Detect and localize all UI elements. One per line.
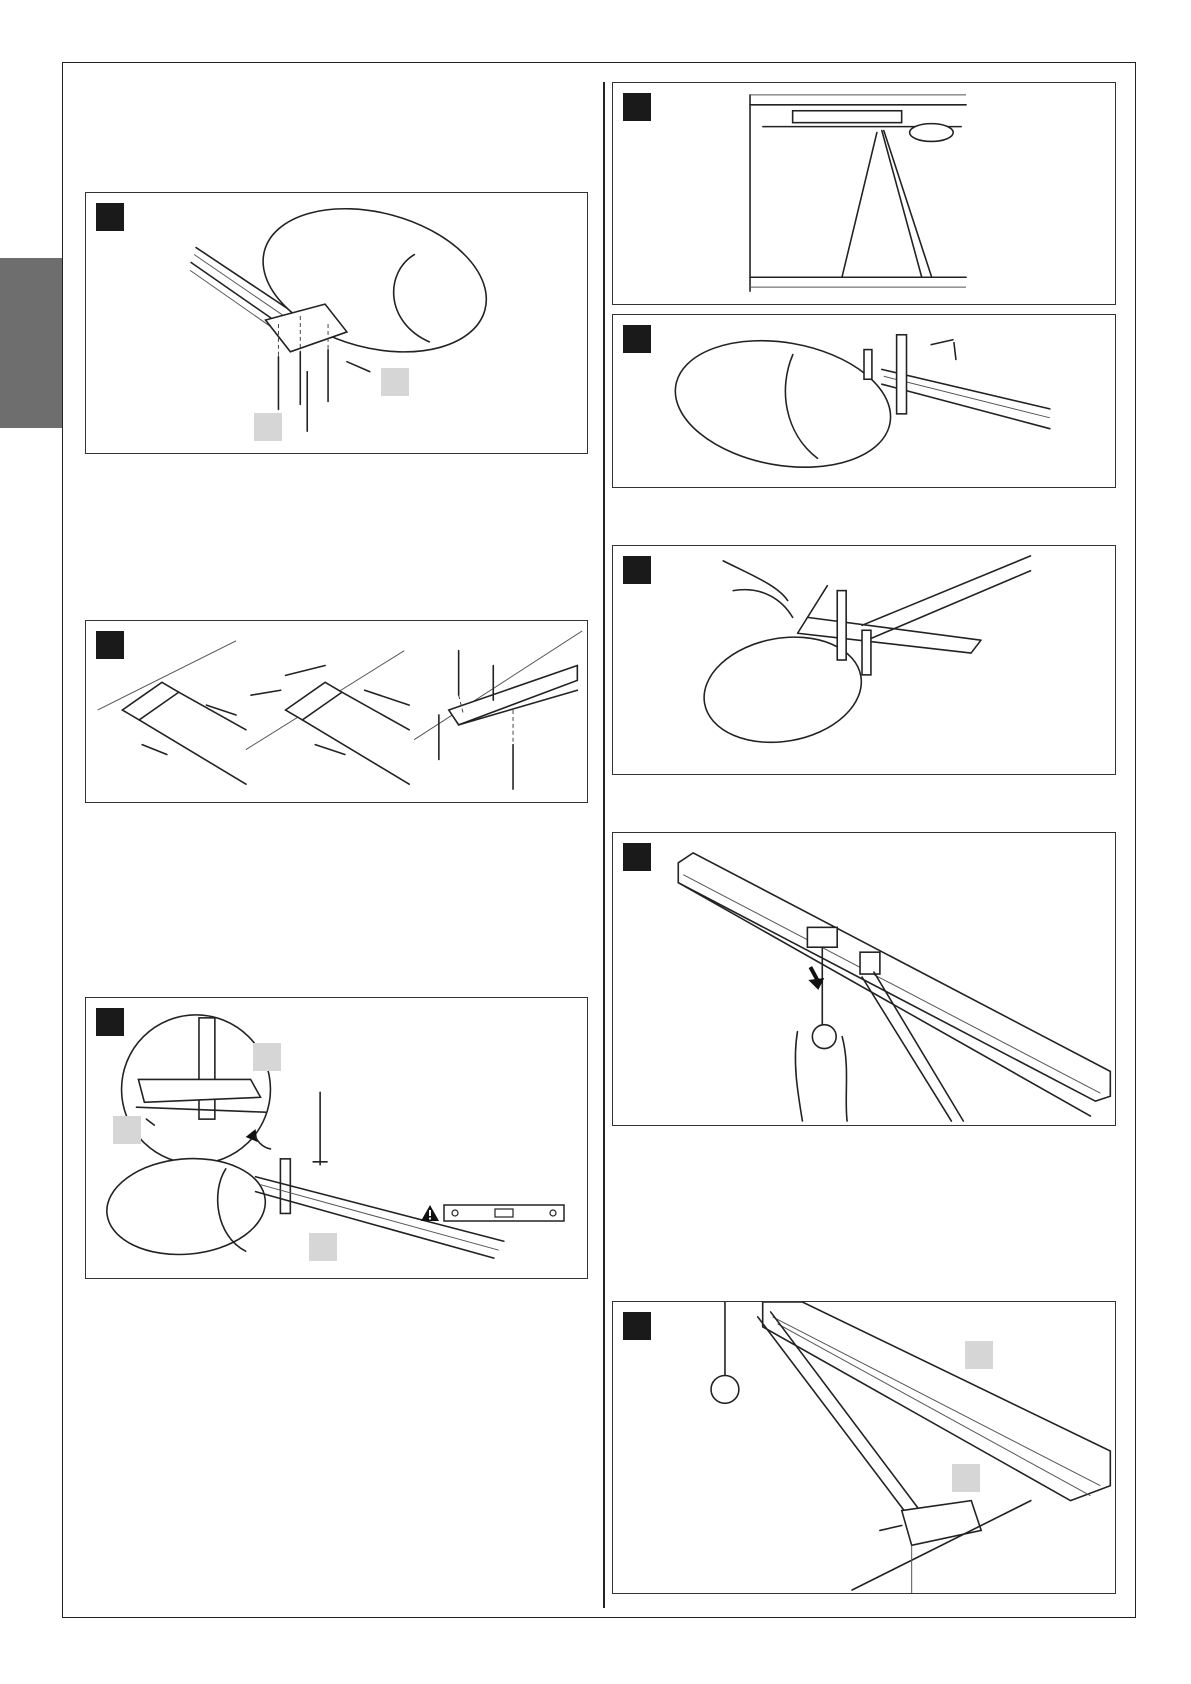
step-two-drawing: [251, 666, 409, 785]
motor-housing-drawing: [247, 193, 502, 375]
figure-number-box: [623, 93, 651, 121]
release-cord-drawing: [711, 1302, 739, 1403]
language-side-tab: [0, 258, 62, 428]
figure-ceiling-level: [612, 82, 1116, 305]
figure-door-arm-bracket: [612, 1301, 1116, 1594]
figure-number-box: [623, 1312, 651, 1340]
spirit-level-icon: [443, 1204, 565, 1222]
hacksaw-illustration: [613, 546, 1115, 774]
motor-rail-illustration: [86, 193, 587, 453]
hanger-screws-illustration: [613, 315, 1115, 487]
callout-box: [254, 413, 282, 441]
figure-number-box: [623, 556, 651, 584]
ceiling-level-illustration: [613, 83, 1115, 304]
warning-triangle-icon: [420, 1204, 440, 1222]
rail-drawing: [763, 1302, 1111, 1501]
figure-hanger-bracket-screws: [612, 314, 1116, 488]
callout-box: [381, 368, 409, 396]
height-dimension-drawing: [313, 1092, 327, 1164]
figure-number-box: [96, 1008, 124, 1036]
figure-number-box: [623, 325, 651, 353]
step-three-drawing: [439, 651, 577, 789]
figure-hanger-bracket-level: [85, 997, 588, 1279]
figure-release-cord: [612, 832, 1116, 1126]
level-on-rail-drawing: [763, 111, 961, 142]
ladder-drawing: [842, 131, 931, 277]
door-arm-illustration: [613, 1302, 1115, 1593]
release-cord-illustration: [613, 833, 1115, 1125]
callout-box: [965, 1341, 993, 1369]
figure-number-box: [96, 203, 124, 231]
figure-number-box: [623, 843, 651, 871]
motor-housing-drawing: [665, 325, 900, 483]
figure-number-box: [96, 631, 124, 659]
motor-housing-drawing: [103, 1152, 270, 1261]
callout-box: [113, 1116, 141, 1144]
figure-cut-bracket-hacksaw: [612, 545, 1116, 775]
callout-box: [253, 1043, 281, 1071]
detail-magnifier-drawing: [122, 1015, 271, 1164]
rail-bracket-illustration: [86, 621, 587, 802]
step-one-drawing: [122, 682, 246, 784]
callout-box: [952, 1464, 980, 1492]
hand-drawing: [723, 561, 792, 618]
door-bracket-drawing: [852, 1501, 1031, 1593]
rail-drawing: [678, 853, 1110, 1116]
figure-motor-to-rail: [85, 192, 588, 454]
column-divider: [603, 82, 605, 1608]
figure-rail-bracket-fixing: [85, 620, 588, 803]
callout-box: [309, 1233, 337, 1261]
